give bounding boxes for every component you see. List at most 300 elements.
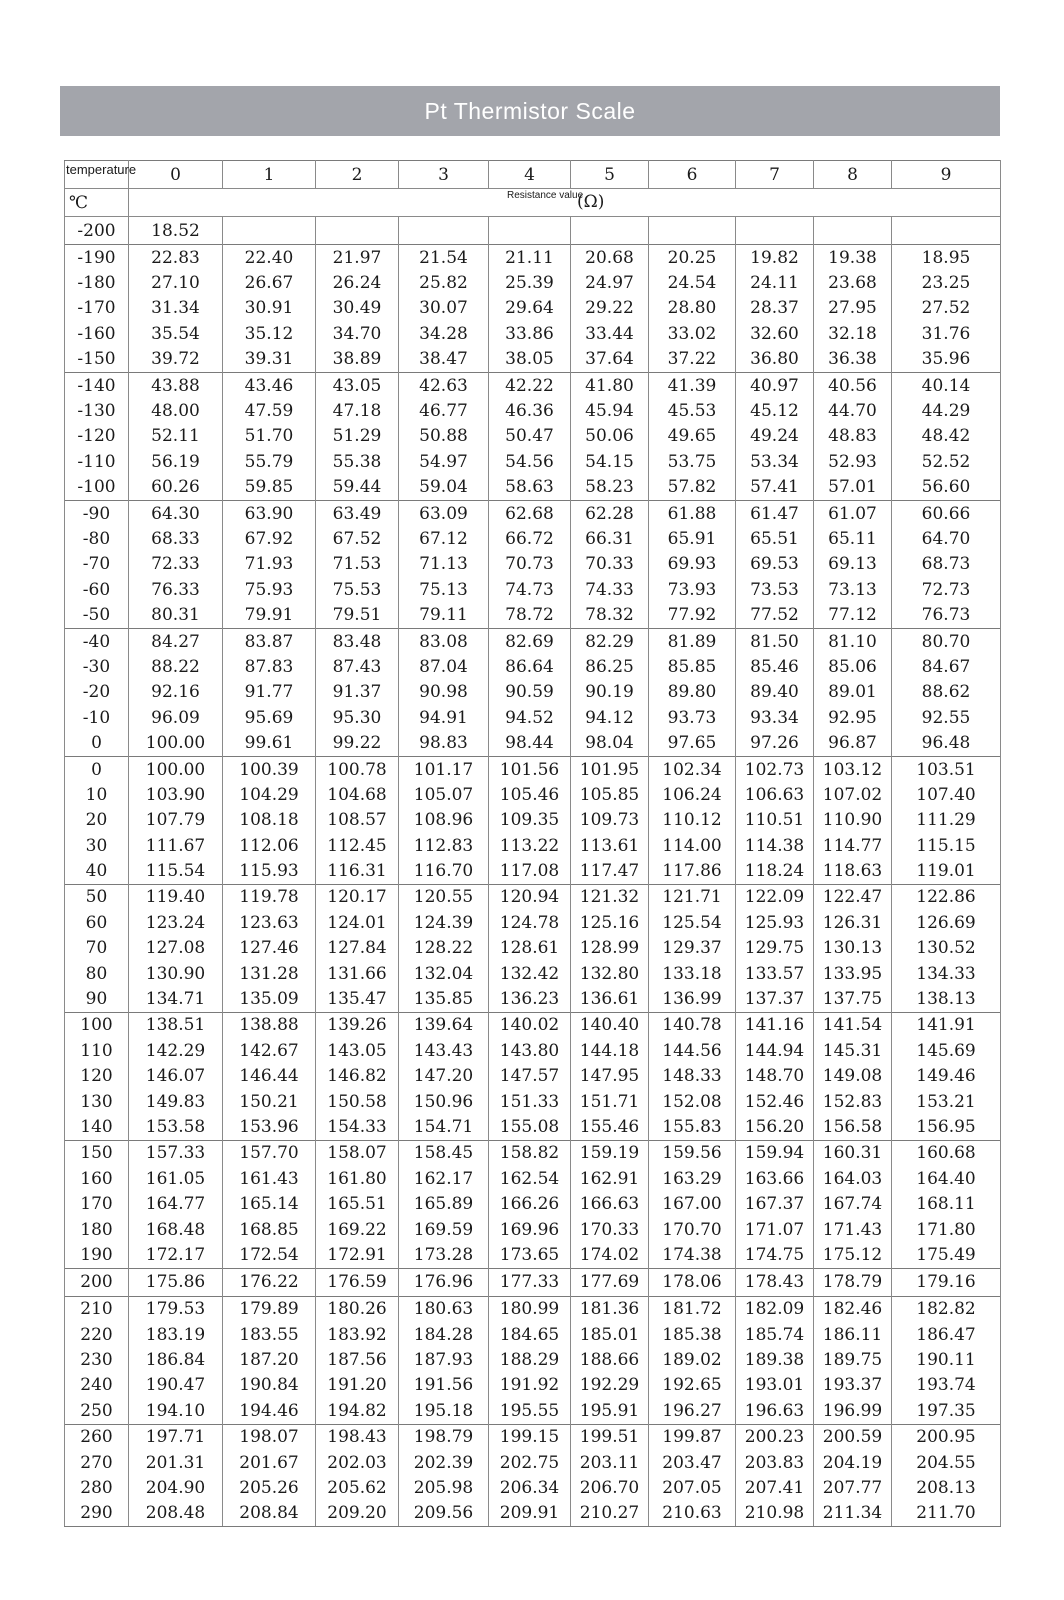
resistance-cell: 143.05	[316, 1038, 399, 1063]
resistance-cell: 42.63	[399, 372, 489, 398]
resistance-cell: 56.60	[892, 475, 1001, 501]
temperature-cell: -80	[65, 526, 129, 551]
resistance-cell: 18.52	[129, 217, 223, 245]
table-row	[65, 321, 1001, 346]
resistance-cell: 72.33	[129, 552, 223, 577]
resistance-cell: 122.86	[892, 884, 1001, 910]
resistance-cell: 182.09	[736, 1296, 814, 1322]
resistance-cell: 175.86	[129, 1268, 223, 1296]
resistance-cell: 103.51	[892, 756, 1001, 782]
resistance-cell: 209.20	[316, 1501, 399, 1527]
resistance-cell	[571, 217, 649, 245]
resistance-cell: 209.91	[489, 1501, 571, 1527]
resistance-cell: 20.25	[649, 245, 736, 271]
resistance-cell	[814, 217, 892, 245]
resistance-cell: 204.55	[892, 1450, 1001, 1475]
table-row	[65, 1217, 1001, 1242]
resistance-cell: 115.93	[223, 858, 316, 884]
temperature-cell: 110	[65, 1038, 129, 1063]
resistance-cell: 71.13	[399, 552, 489, 577]
resistance-cell: 24.97	[571, 270, 649, 295]
resistance-cell: 101.17	[399, 756, 489, 782]
resistance-cell: 137.37	[736, 986, 814, 1012]
resistance-cell: 63.09	[399, 500, 489, 526]
resistance-cell: 114.38	[736, 833, 814, 858]
resistance-cell: 53.75	[649, 449, 736, 474]
resistance-cell: 107.02	[814, 782, 892, 807]
resistance-cell: 67.12	[399, 526, 489, 551]
resistance-cell: 168.85	[223, 1217, 316, 1242]
temperature-label: temperature	[66, 162, 137, 177]
resistance-cell: 165.51	[316, 1191, 399, 1216]
resistance-cell: 89.40	[736, 680, 814, 705]
resistance-cell: 45.53	[649, 398, 736, 423]
resistance-cell: 100.00	[129, 756, 223, 782]
table-row	[65, 602, 1001, 628]
table-row	[65, 217, 1001, 245]
resistance-cell: 157.70	[223, 1140, 316, 1166]
resistance-cell: 130.13	[814, 936, 892, 961]
table-row	[65, 884, 1001, 910]
temperature-cell: 210	[65, 1296, 129, 1322]
resistance-cell: 117.86	[649, 858, 736, 884]
resistance-cell: 124.39	[399, 910, 489, 935]
resistance-cell: 31.76	[892, 321, 1001, 346]
resistance-cell: 135.85	[399, 986, 489, 1012]
resistance-cell: 43.46	[223, 372, 316, 398]
resistance-cell: 145.69	[892, 1038, 1001, 1063]
resistance-cell: 206.70	[571, 1475, 649, 1500]
resistance-cell: 196.27	[649, 1398, 736, 1424]
table-body	[65, 161, 1001, 1527]
resistance-cell: 109.35	[489, 808, 571, 833]
resistance-cell: 110.90	[814, 808, 892, 833]
resistance-cell: 68.73	[892, 552, 1001, 577]
resistance-cell: 103.90	[129, 782, 223, 807]
resistance-cell: 205.62	[316, 1475, 399, 1500]
temperature-cell: 10	[65, 782, 129, 807]
resistance-cell: 82.69	[489, 628, 571, 654]
resistance-cell: 30.91	[223, 296, 316, 321]
resistance-cell: 115.54	[129, 858, 223, 884]
resistance-cell: 110.12	[649, 808, 736, 833]
resistance-cell: 77.52	[736, 602, 814, 628]
table-row	[65, 270, 1001, 295]
resistance-cell: 45.12	[736, 398, 814, 423]
resistance-cell: 163.29	[649, 1166, 736, 1191]
resistance-cell: 202.75	[489, 1450, 571, 1475]
resistance-cell: 99.22	[316, 730, 399, 756]
resistance-cell: 195.91	[571, 1398, 649, 1424]
resistance-cell: 149.46	[892, 1064, 1001, 1089]
resistance-cell: 144.94	[736, 1038, 814, 1063]
resistance-cell: 176.22	[223, 1268, 316, 1296]
resistance-cell: 78.32	[571, 602, 649, 628]
resistance-cell: 209.56	[399, 1501, 489, 1527]
resistance-cell: 70.33	[571, 552, 649, 577]
resistance-cell: 146.44	[223, 1064, 316, 1089]
resistance-cell: 102.34	[649, 756, 736, 782]
table-row	[65, 730, 1001, 756]
table-row	[65, 1114, 1001, 1140]
resistance-cell: 115.15	[892, 833, 1001, 858]
resistance-cell: 45.94	[571, 398, 649, 423]
resistance-cell: 43.88	[129, 372, 223, 398]
resistance-cell: 55.79	[223, 449, 316, 474]
resistance-cell: 130.90	[129, 961, 223, 986]
temperature-cell: 160	[65, 1166, 129, 1191]
resistance-cell: 191.20	[316, 1373, 399, 1398]
resistance-cell	[736, 217, 814, 245]
temperature-cell: 130	[65, 1089, 129, 1114]
table-row	[65, 577, 1001, 602]
resistance-cell: 187.93	[399, 1347, 489, 1372]
temperature-cell: -60	[65, 577, 129, 602]
resistance-cell: 182.82	[892, 1296, 1001, 1322]
resistance-cell: 197.35	[892, 1398, 1001, 1424]
resistance-cell: 77.92	[649, 602, 736, 628]
table-row	[65, 833, 1001, 858]
temperature-cell: -50	[65, 602, 129, 628]
resistance-cell: 74.33	[571, 577, 649, 602]
resistance-cell: 186.47	[892, 1322, 1001, 1347]
resistance-cell: 112.45	[316, 833, 399, 858]
resistance-cell: 33.44	[571, 321, 649, 346]
resistance-cell: 138.51	[129, 1012, 223, 1038]
resistance-cell: 203.83	[736, 1450, 814, 1475]
resistance-cell: 37.64	[571, 347, 649, 373]
temperature-cell: -130	[65, 398, 129, 423]
resistance-cell: 72.73	[892, 577, 1001, 602]
table-row	[65, 245, 1001, 271]
resistance-cell: 22.40	[223, 245, 316, 271]
resistance-cell: 121.32	[571, 884, 649, 910]
resistance-cell: 120.94	[489, 884, 571, 910]
resistance-cell: 101.95	[571, 756, 649, 782]
resistance-cell: 73.13	[814, 577, 892, 602]
resistance-cell: 38.89	[316, 347, 399, 373]
resistance-cell: 140.40	[571, 1012, 649, 1038]
resistance-cell: 184.28	[399, 1322, 489, 1347]
resistance-cell: 80.31	[129, 602, 223, 628]
resistance-cell: 206.34	[489, 1475, 571, 1500]
resistance-cell: 156.20	[736, 1114, 814, 1140]
resistance-cell: 207.41	[736, 1475, 814, 1500]
resistance-cell: 185.74	[736, 1322, 814, 1347]
resistance-cell: 208.48	[129, 1501, 223, 1527]
temperature-cell: -180	[65, 270, 129, 295]
column-header: 5	[571, 161, 649, 189]
resistance-cell: 147.20	[399, 1064, 489, 1089]
resistance-cell: 178.79	[814, 1268, 892, 1296]
table-row	[65, 424, 1001, 449]
resistance-cell: 201.31	[129, 1450, 223, 1475]
resistance-cell: 99.61	[223, 730, 316, 756]
resistance-cell: 155.08	[489, 1114, 571, 1140]
resistance-cell: 157.33	[129, 1140, 223, 1166]
table-row	[65, 1242, 1001, 1268]
resistance-cell: 65.51	[736, 526, 814, 551]
temperature-cell: 190	[65, 1242, 129, 1268]
resistance-cell: 122.47	[814, 884, 892, 910]
resistance-cell: 200.23	[736, 1424, 814, 1450]
resistance-cell: 90.98	[399, 680, 489, 705]
resistance-cell: 36.80	[736, 347, 814, 373]
resistance-cell: 96.09	[129, 705, 223, 730]
resistance-cell: 47.18	[316, 398, 399, 423]
resistance-cell: 126.69	[892, 910, 1001, 935]
resistance-cell: 65.11	[814, 526, 892, 551]
resistance-cell: 132.04	[399, 961, 489, 986]
resistance-cell: 48.83	[814, 424, 892, 449]
temperature-cell: -10	[65, 705, 129, 730]
resistance-cell: 180.99	[489, 1296, 571, 1322]
resistance-cell: 41.39	[649, 372, 736, 398]
resistance-cell: 23.25	[892, 270, 1001, 295]
page-title: Pt Thermistor Scale	[60, 86, 1000, 136]
resistance-cell: 144.18	[571, 1038, 649, 1063]
resistance-cell: 132.80	[571, 961, 649, 986]
resistance-cell: 122.09	[736, 884, 814, 910]
temperature-cell: -120	[65, 424, 129, 449]
resistance-cell: 177.69	[571, 1268, 649, 1296]
resistance-cell: 134.33	[892, 961, 1001, 986]
resistance-cell: 34.70	[316, 321, 399, 346]
resistance-cell: 75.13	[399, 577, 489, 602]
resistance-cell: 166.26	[489, 1191, 571, 1216]
table-row	[65, 858, 1001, 884]
resistance-cell: 88.22	[129, 654, 223, 679]
temperature-cell: 290	[65, 1501, 129, 1527]
resistance-cell: 98.83	[399, 730, 489, 756]
resistance-cell: 123.24	[129, 910, 223, 935]
resistance-cell: 28.37	[736, 296, 814, 321]
table-row	[65, 1166, 1001, 1191]
resistance-cell: 26.24	[316, 270, 399, 295]
resistance-cell: 199.87	[649, 1424, 736, 1450]
resistance-cell: 69.93	[649, 552, 736, 577]
resistance-cell: 32.18	[814, 321, 892, 346]
resistance-cell: 20.68	[571, 245, 649, 271]
temperature-cell: -30	[65, 654, 129, 679]
resistance-cell: 55.38	[316, 449, 399, 474]
resistance-cell: 170.33	[571, 1217, 649, 1242]
resistance-cell: 91.77	[223, 680, 316, 705]
resistance-cell: 158.82	[489, 1140, 571, 1166]
resistance-cell: 152.08	[649, 1089, 736, 1114]
resistance-cell: 27.52	[892, 296, 1001, 321]
resistance-cell: 35.12	[223, 321, 316, 346]
resistance-cell: 21.54	[399, 245, 489, 271]
resistance-cell: 191.92	[489, 1373, 571, 1398]
resistance-cell: 193.37	[814, 1373, 892, 1398]
resistance-cell: 105.07	[399, 782, 489, 807]
resistance-cell: 174.38	[649, 1242, 736, 1268]
resistance-cell: 36.38	[814, 347, 892, 373]
resistance-cell: 198.43	[316, 1424, 399, 1450]
resistance-cell: 135.09	[223, 986, 316, 1012]
resistance-cell: 87.43	[316, 654, 399, 679]
resistance-cell: 63.90	[223, 500, 316, 526]
resistance-cell	[399, 217, 489, 245]
resistance-cell: 100.39	[223, 756, 316, 782]
resistance-cell: 43.05	[316, 372, 399, 398]
resistance-cell: 130.52	[892, 936, 1001, 961]
resistance-cell: 178.43	[736, 1268, 814, 1296]
resistance-cell: 163.66	[736, 1166, 814, 1191]
resistance-cell: 138.88	[223, 1012, 316, 1038]
temperature-cell: -100	[65, 475, 129, 501]
resistance-cell: 148.33	[649, 1064, 736, 1089]
resistance-cell: 161.05	[129, 1166, 223, 1191]
resistance-cell: 129.37	[649, 936, 736, 961]
table-row	[65, 1038, 1001, 1063]
corner-cell	[65, 161, 137, 189]
resistance-cell: 46.77	[399, 398, 489, 423]
resistance-cell: 117.47	[571, 858, 649, 884]
resistance-cell: 90.59	[489, 680, 571, 705]
resistance-cell: 116.31	[316, 858, 399, 884]
resistance-cell: 198.07	[223, 1424, 316, 1450]
temperature-cell: 280	[65, 1475, 129, 1500]
resistance-cell: 125.93	[736, 910, 814, 935]
resistance-cell: 108.96	[399, 808, 489, 833]
resistance-cell: 158.45	[399, 1140, 489, 1166]
resistance-cell: 114.77	[814, 833, 892, 858]
temperature-cell: -170	[65, 296, 129, 321]
resistance-cell: 162.91	[571, 1166, 649, 1191]
resistance-cell: 179.89	[223, 1296, 316, 1322]
resistance-cell: 172.54	[223, 1242, 316, 1268]
table-row	[65, 526, 1001, 551]
resistance-cell: 170.70	[649, 1217, 736, 1242]
resistance-cell: 80.70	[892, 628, 1001, 654]
resistance-cell: 35.54	[129, 321, 223, 346]
resistance-cell: 202.39	[399, 1450, 489, 1475]
resistance-cell: 88.62	[892, 680, 1001, 705]
temperature-cell: -110	[65, 449, 129, 474]
resistance-cell: 29.22	[571, 296, 649, 321]
resistance-cell: 78.72	[489, 602, 571, 628]
resistance-cell: 94.91	[399, 705, 489, 730]
resistance-cell: 106.24	[649, 782, 736, 807]
resistance-cell: 150.96	[399, 1089, 489, 1114]
column-header: 3	[399, 161, 489, 189]
resistance-cell: 178.06	[649, 1268, 736, 1296]
resistance-cell: 181.72	[649, 1296, 736, 1322]
resistance-cell: 28.80	[649, 296, 736, 321]
resistance-cell: 69.13	[814, 552, 892, 577]
resistance-cell: 32.60	[736, 321, 814, 346]
resistance-cell: 95.30	[316, 705, 399, 730]
resistance-cell: 139.64	[399, 1012, 489, 1038]
table-row	[65, 961, 1001, 986]
resistance-cell: 58.23	[571, 475, 649, 501]
resistance-cell: 141.54	[814, 1012, 892, 1038]
resistance-cell: 30.07	[399, 296, 489, 321]
resistance-cell: 124.78	[489, 910, 571, 935]
temperature-cell: -190	[65, 245, 129, 271]
resistance-cell: 120.55	[399, 884, 489, 910]
resistance-cell: 18.95	[892, 245, 1001, 271]
resistance-cell: 57.01	[814, 475, 892, 501]
resistance-cell: 196.63	[736, 1398, 814, 1424]
resistance-cell: 110.51	[736, 808, 814, 833]
resistance-cell: 196.99	[814, 1398, 892, 1424]
resistance-cell: 93.34	[736, 705, 814, 730]
resistance-cell: 125.54	[649, 910, 736, 935]
resistance-cell: 187.20	[223, 1347, 316, 1372]
resistance-cell: 136.99	[649, 986, 736, 1012]
table-row	[65, 1140, 1001, 1166]
resistance-cell: 144.56	[649, 1038, 736, 1063]
temperature-cell: 140	[65, 1114, 129, 1140]
resistance-cell: 117.08	[489, 858, 571, 884]
resistance-cell: 127.84	[316, 936, 399, 961]
resistance-cell: 133.95	[814, 961, 892, 986]
resistance-cell: 116.70	[399, 858, 489, 884]
resistance-cell: 79.51	[316, 602, 399, 628]
resistance-cell: 211.70	[892, 1501, 1001, 1527]
temperature-cell: 260	[65, 1424, 129, 1450]
table-row	[65, 808, 1001, 833]
resistance-cell: 195.55	[489, 1398, 571, 1424]
resistance-cell: 104.68	[316, 782, 399, 807]
temperature-cell: -140	[65, 372, 129, 398]
resistance-cell: 153.21	[892, 1089, 1001, 1114]
resistance-cell: 61.88	[649, 500, 736, 526]
table-row	[65, 1089, 1001, 1114]
resistance-cell: 71.53	[316, 552, 399, 577]
resistance-cell: 171.43	[814, 1217, 892, 1242]
resistance-cell: 121.71	[649, 884, 736, 910]
resistance-cell: 73.93	[649, 577, 736, 602]
resistance-cell: 161.43	[223, 1166, 316, 1191]
resistance-cell: 175.49	[892, 1242, 1001, 1268]
resistance-cell: 136.23	[489, 986, 571, 1012]
resistance-cell: 125.16	[571, 910, 649, 935]
temperature-cell: 230	[65, 1347, 129, 1372]
resistance-cell: 171.80	[892, 1217, 1001, 1242]
resistance-cell: 168.11	[892, 1191, 1001, 1216]
resistance-cell: 46.36	[489, 398, 571, 423]
resistance-cell: 105.85	[571, 782, 649, 807]
resistance-cell: 142.29	[129, 1038, 223, 1063]
resistance-cell: 188.66	[571, 1347, 649, 1372]
resistance-cell: 208.13	[892, 1475, 1001, 1500]
temperature-cell: -20	[65, 680, 129, 705]
resistance-cell: 159.19	[571, 1140, 649, 1166]
resistance-cell: 169.59	[399, 1217, 489, 1242]
table-row	[65, 1012, 1001, 1038]
resistance-cell: 56.19	[129, 449, 223, 474]
table-row	[65, 1296, 1001, 1322]
resistance-cell: 54.97	[399, 449, 489, 474]
resistance-cell: 199.51	[571, 1424, 649, 1450]
resistance-cell: 44.29	[892, 398, 1001, 423]
table-row	[65, 372, 1001, 398]
resistance-cell: 203.11	[571, 1450, 649, 1475]
celsius-unit-label: ℃	[65, 189, 129, 217]
temperature-cell: 20	[65, 808, 129, 833]
resistance-cell: 201.67	[223, 1450, 316, 1475]
resistance-cell: 190.47	[129, 1373, 223, 1398]
resistance-cell: 104.29	[223, 782, 316, 807]
table-row	[65, 500, 1001, 526]
resistance-cell: 190.11	[892, 1347, 1001, 1372]
temperature-cell: 100	[65, 1012, 129, 1038]
resistance-cell: 27.10	[129, 270, 223, 295]
